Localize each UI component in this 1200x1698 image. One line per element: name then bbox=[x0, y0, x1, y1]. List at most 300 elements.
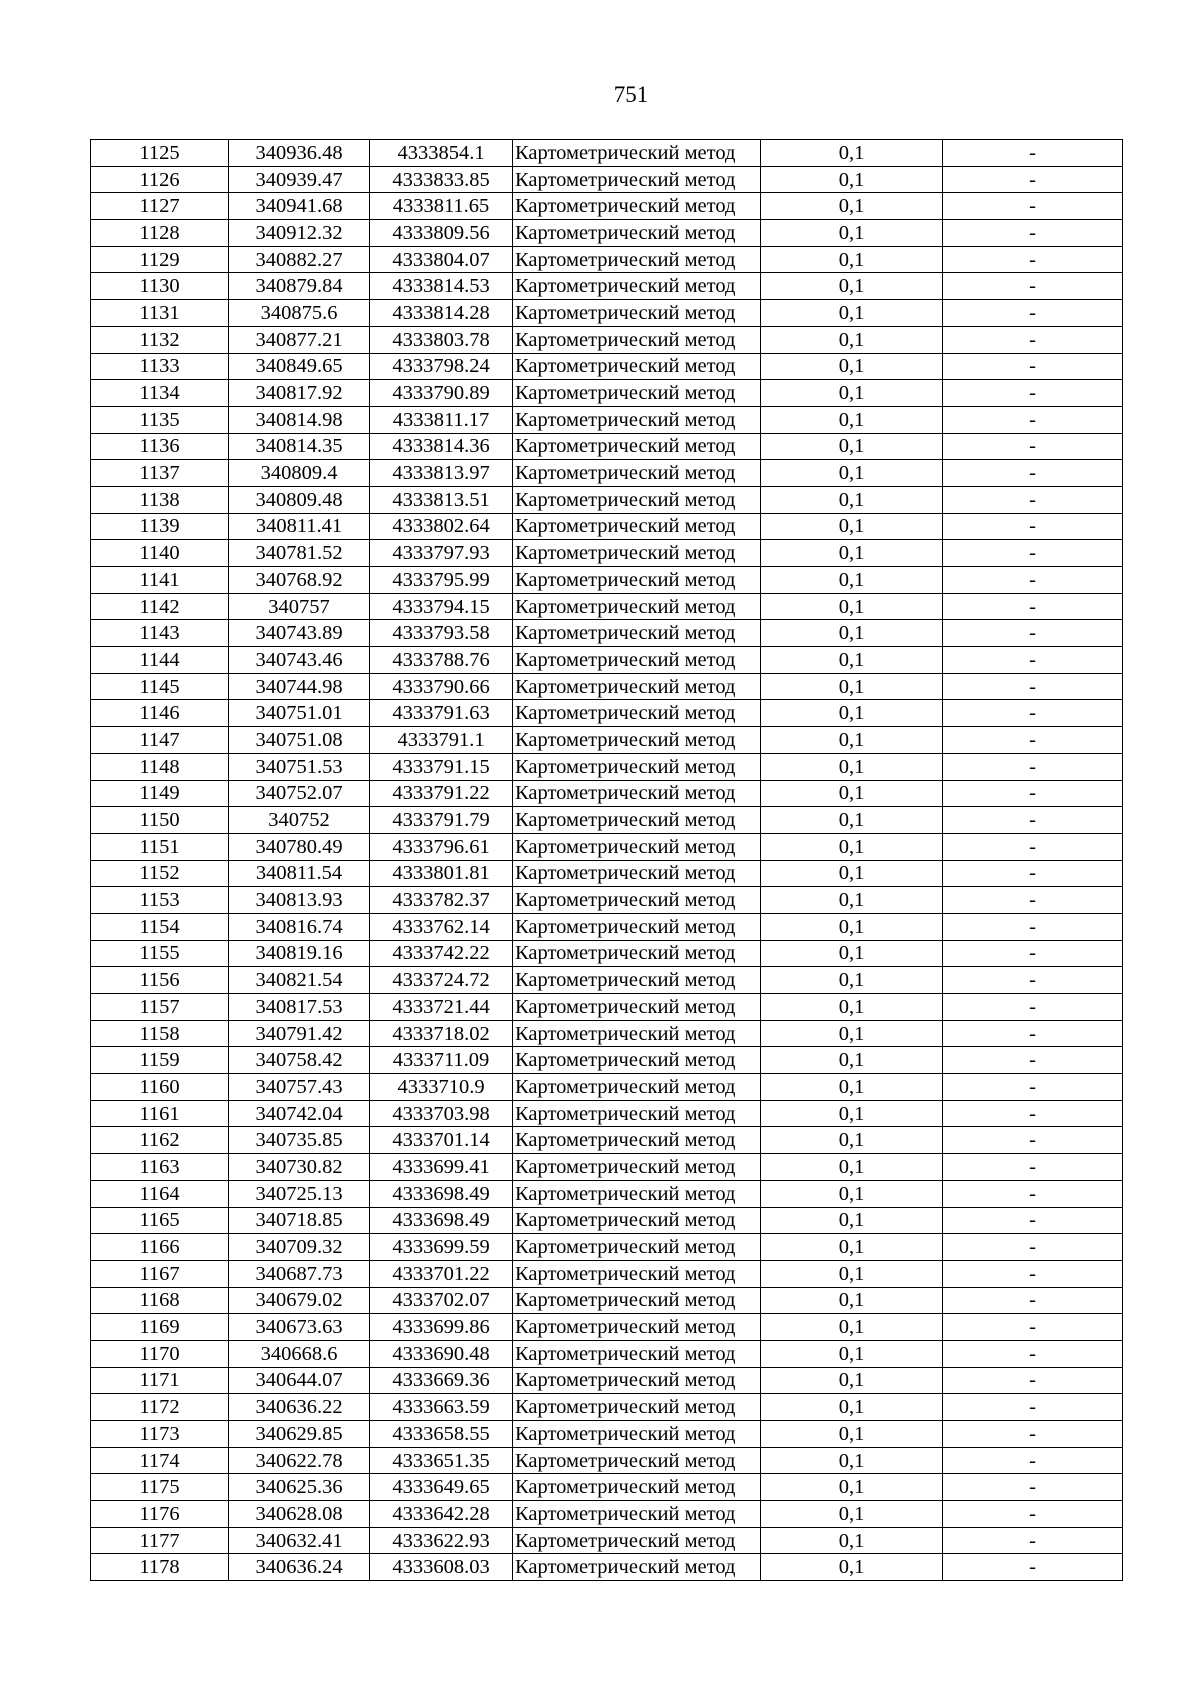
accuracy-cell: 0,1 bbox=[761, 753, 943, 780]
y-coordinate-cell: 4333791.79 bbox=[370, 807, 513, 834]
accuracy-cell: 0,1 bbox=[761, 913, 943, 940]
y-coordinate-cell: 4333796.61 bbox=[370, 833, 513, 860]
method-cell: Картометрический метод bbox=[513, 1074, 761, 1101]
method-cell: Картометрический метод bbox=[513, 1394, 761, 1421]
table-row bbox=[91, 1127, 1123, 1154]
method-cell: Картометрический метод bbox=[513, 1314, 761, 1341]
point-number-cell: 1166 bbox=[91, 1234, 229, 1261]
method-cell: Картометрический метод bbox=[513, 1367, 761, 1394]
y-coordinate-cell: 4333797.93 bbox=[370, 540, 513, 567]
note-cell: - bbox=[943, 1447, 1123, 1474]
point-number-cell: 1172 bbox=[91, 1394, 229, 1421]
point-number-cell: 1133 bbox=[91, 353, 229, 380]
accuracy-cell: 0,1 bbox=[761, 1421, 943, 1448]
x-coordinate-cell: 340811.41 bbox=[229, 513, 370, 540]
y-coordinate-cell: 4333791.15 bbox=[370, 753, 513, 780]
table-row bbox=[91, 1501, 1123, 1528]
accuracy-cell: 0,1 bbox=[761, 994, 943, 1021]
table-row bbox=[91, 1394, 1123, 1421]
table-row bbox=[91, 1154, 1123, 1181]
note-cell: - bbox=[943, 1421, 1123, 1448]
y-coordinate-cell: 4333811.65 bbox=[370, 193, 513, 220]
table-row bbox=[91, 1367, 1123, 1394]
method-cell: Картометрический метод bbox=[513, 486, 761, 513]
note-cell: - bbox=[943, 220, 1123, 247]
x-coordinate-cell: 340751.01 bbox=[229, 700, 370, 727]
method-cell: Картометрический метод bbox=[513, 140, 761, 167]
point-number-cell: 1135 bbox=[91, 406, 229, 433]
x-coordinate-cell: 340791.42 bbox=[229, 1020, 370, 1047]
table-row bbox=[91, 540, 1123, 567]
note-cell: - bbox=[943, 700, 1123, 727]
accuracy-cell: 0,1 bbox=[761, 780, 943, 807]
y-coordinate-cell: 4333782.37 bbox=[370, 887, 513, 914]
x-coordinate-cell: 340882.27 bbox=[229, 246, 370, 273]
accuracy-cell: 0,1 bbox=[761, 700, 943, 727]
x-coordinate-cell: 340821.54 bbox=[229, 967, 370, 994]
method-cell: Картометрический метод bbox=[513, 460, 761, 487]
note-cell: - bbox=[943, 1260, 1123, 1287]
x-coordinate-cell: 340679.02 bbox=[229, 1287, 370, 1314]
note-cell: - bbox=[943, 807, 1123, 834]
y-coordinate-cell: 4333724.72 bbox=[370, 967, 513, 994]
note-cell: - bbox=[943, 166, 1123, 193]
point-number-cell: 1128 bbox=[91, 220, 229, 247]
note-cell: - bbox=[943, 460, 1123, 487]
point-number-cell: 1153 bbox=[91, 887, 229, 914]
method-cell: Картометрический метод bbox=[513, 593, 761, 620]
point-number-cell: 1167 bbox=[91, 1260, 229, 1287]
point-number-cell: 1178 bbox=[91, 1554, 229, 1581]
accuracy-cell: 0,1 bbox=[761, 887, 943, 914]
point-number-cell: 1175 bbox=[91, 1474, 229, 1501]
accuracy-cell: 0,1 bbox=[761, 220, 943, 247]
point-number-cell: 1132 bbox=[91, 326, 229, 353]
table-row bbox=[91, 220, 1123, 247]
table-row bbox=[91, 940, 1123, 967]
method-cell: Картометрический метод bbox=[513, 1474, 761, 1501]
accuracy-cell: 0,1 bbox=[761, 1447, 943, 1474]
table-row bbox=[91, 1554, 1123, 1581]
point-number-cell: 1160 bbox=[91, 1074, 229, 1101]
x-coordinate-cell: 340632.41 bbox=[229, 1527, 370, 1554]
point-number-cell: 1165 bbox=[91, 1207, 229, 1234]
accuracy-cell: 0,1 bbox=[761, 1154, 943, 1181]
method-cell: Картометрический метод bbox=[513, 433, 761, 460]
table-row bbox=[91, 140, 1123, 167]
x-coordinate-cell: 340757.43 bbox=[229, 1074, 370, 1101]
note-cell: - bbox=[943, 1474, 1123, 1501]
table-row bbox=[91, 1260, 1123, 1287]
method-cell: Картометрический метод bbox=[513, 1234, 761, 1261]
point-number-cell: 1149 bbox=[91, 780, 229, 807]
method-cell: Картометрический метод bbox=[513, 1180, 761, 1207]
accuracy-cell: 0,1 bbox=[761, 1474, 943, 1501]
table-row bbox=[91, 647, 1123, 674]
table-row bbox=[91, 1314, 1123, 1341]
x-coordinate-cell: 340912.32 bbox=[229, 220, 370, 247]
x-coordinate-cell: 340751.08 bbox=[229, 727, 370, 754]
point-number-cell: 1130 bbox=[91, 273, 229, 300]
table-row bbox=[91, 620, 1123, 647]
accuracy-cell: 0,1 bbox=[761, 620, 943, 647]
coordinates-table bbox=[90, 139, 1123, 1581]
accuracy-cell: 0,1 bbox=[761, 1394, 943, 1421]
table-row bbox=[91, 1234, 1123, 1261]
table-row bbox=[91, 1020, 1123, 1047]
x-coordinate-cell: 340780.49 bbox=[229, 833, 370, 860]
note-cell: - bbox=[943, 593, 1123, 620]
point-number-cell: 1170 bbox=[91, 1340, 229, 1367]
x-coordinate-cell: 340814.35 bbox=[229, 433, 370, 460]
point-number-cell: 1144 bbox=[91, 647, 229, 674]
accuracy-cell: 0,1 bbox=[761, 1260, 943, 1287]
note-cell: - bbox=[943, 1207, 1123, 1234]
x-coordinate-cell: 340817.92 bbox=[229, 380, 370, 407]
y-coordinate-cell: 4333833.85 bbox=[370, 166, 513, 193]
note-cell: - bbox=[943, 967, 1123, 994]
accuracy-cell: 0,1 bbox=[761, 1074, 943, 1101]
accuracy-cell: 0,1 bbox=[761, 140, 943, 167]
y-coordinate-cell: 4333814.36 bbox=[370, 433, 513, 460]
accuracy-cell: 0,1 bbox=[761, 353, 943, 380]
method-cell: Картометрический метод bbox=[513, 1207, 761, 1234]
x-coordinate-cell: 340743.89 bbox=[229, 620, 370, 647]
accuracy-cell: 0,1 bbox=[761, 326, 943, 353]
x-coordinate-cell: 340673.63 bbox=[229, 1314, 370, 1341]
y-coordinate-cell: 4333762.14 bbox=[370, 913, 513, 940]
accuracy-cell: 0,1 bbox=[761, 513, 943, 540]
table-row bbox=[91, 1207, 1123, 1234]
method-cell: Картометрический метод bbox=[513, 1127, 761, 1154]
method-cell: Картометрический метод bbox=[513, 1340, 761, 1367]
note-cell: - bbox=[943, 433, 1123, 460]
note-cell: - bbox=[943, 727, 1123, 754]
x-coordinate-cell: 340941.68 bbox=[229, 193, 370, 220]
method-cell: Картометрический метод bbox=[513, 1287, 761, 1314]
x-coordinate-cell: 340718.85 bbox=[229, 1207, 370, 1234]
y-coordinate-cell: 4333804.07 bbox=[370, 246, 513, 273]
point-number-cell: 1147 bbox=[91, 727, 229, 754]
note-cell: - bbox=[943, 513, 1123, 540]
table-row bbox=[91, 700, 1123, 727]
x-coordinate-cell: 340811.54 bbox=[229, 860, 370, 887]
x-coordinate-cell: 340816.74 bbox=[229, 913, 370, 940]
table-row bbox=[91, 193, 1123, 220]
note-cell: - bbox=[943, 353, 1123, 380]
y-coordinate-cell: 4333854.1 bbox=[370, 140, 513, 167]
accuracy-cell: 0,1 bbox=[761, 1314, 943, 1341]
accuracy-cell: 0,1 bbox=[761, 273, 943, 300]
point-number-cell: 1143 bbox=[91, 620, 229, 647]
method-cell: Картометрический метод bbox=[513, 246, 761, 273]
point-number-cell: 1127 bbox=[91, 193, 229, 220]
y-coordinate-cell: 4333742.22 bbox=[370, 940, 513, 967]
table-row bbox=[91, 780, 1123, 807]
accuracy-cell: 0,1 bbox=[761, 833, 943, 860]
accuracy-cell: 0,1 bbox=[761, 1127, 943, 1154]
accuracy-cell: 0,1 bbox=[761, 1287, 943, 1314]
accuracy-cell: 0,1 bbox=[761, 380, 943, 407]
note-cell: - bbox=[943, 486, 1123, 513]
y-coordinate-cell: 4333791.1 bbox=[370, 727, 513, 754]
accuracy-cell: 0,1 bbox=[761, 647, 943, 674]
y-coordinate-cell: 4333718.02 bbox=[370, 1020, 513, 1047]
note-cell: - bbox=[943, 273, 1123, 300]
point-number-cell: 1174 bbox=[91, 1447, 229, 1474]
note-cell: - bbox=[943, 673, 1123, 700]
point-number-cell: 1142 bbox=[91, 593, 229, 620]
note-cell: - bbox=[943, 246, 1123, 273]
x-coordinate-cell: 340849.65 bbox=[229, 353, 370, 380]
y-coordinate-cell: 4333802.64 bbox=[370, 513, 513, 540]
note-cell: - bbox=[943, 567, 1123, 594]
table-row bbox=[91, 994, 1123, 1021]
y-coordinate-cell: 4333788.76 bbox=[370, 647, 513, 674]
y-coordinate-cell: 4333801.81 bbox=[370, 860, 513, 887]
x-coordinate-cell: 340877.21 bbox=[229, 326, 370, 353]
x-coordinate-cell: 340668.6 bbox=[229, 1340, 370, 1367]
note-cell: - bbox=[943, 1154, 1123, 1181]
y-coordinate-cell: 4333702.07 bbox=[370, 1287, 513, 1314]
method-cell: Картометрический метод bbox=[513, 1260, 761, 1287]
method-cell: Картометрический метод bbox=[513, 1047, 761, 1074]
point-number-cell: 1140 bbox=[91, 540, 229, 567]
y-coordinate-cell: 4333690.48 bbox=[370, 1340, 513, 1367]
y-coordinate-cell: 4333649.65 bbox=[370, 1474, 513, 1501]
accuracy-cell: 0,1 bbox=[761, 807, 943, 834]
x-coordinate-cell: 340751.53 bbox=[229, 753, 370, 780]
table-row bbox=[91, 753, 1123, 780]
table-row bbox=[91, 1180, 1123, 1207]
y-coordinate-cell: 4333809.56 bbox=[370, 220, 513, 247]
table-row bbox=[91, 380, 1123, 407]
method-cell: Картометрический метод bbox=[513, 753, 761, 780]
method-cell: Картометрический метод bbox=[513, 353, 761, 380]
method-cell: Картометрический метод bbox=[513, 647, 761, 674]
x-coordinate-cell: 340644.07 bbox=[229, 1367, 370, 1394]
x-coordinate-cell: 340817.53 bbox=[229, 994, 370, 1021]
note-cell: - bbox=[943, 326, 1123, 353]
point-number-cell: 1152 bbox=[91, 860, 229, 887]
accuracy-cell: 0,1 bbox=[761, 967, 943, 994]
y-coordinate-cell: 4333699.86 bbox=[370, 1314, 513, 1341]
point-number-cell: 1136 bbox=[91, 433, 229, 460]
table-row bbox=[91, 460, 1123, 487]
note-cell: - bbox=[943, 1047, 1123, 1074]
method-cell: Картометрический метод bbox=[513, 1554, 761, 1581]
accuracy-cell: 0,1 bbox=[761, 940, 943, 967]
method-cell: Картометрический метод bbox=[513, 780, 761, 807]
accuracy-cell: 0,1 bbox=[761, 1501, 943, 1528]
method-cell: Картометрический метод bbox=[513, 326, 761, 353]
method-cell: Картометрический метод bbox=[513, 1527, 761, 1554]
x-coordinate-cell: 340752.07 bbox=[229, 780, 370, 807]
y-coordinate-cell: 4333642.28 bbox=[370, 1501, 513, 1528]
y-coordinate-cell: 4333699.41 bbox=[370, 1154, 513, 1181]
note-cell: - bbox=[943, 1020, 1123, 1047]
table-row bbox=[91, 300, 1123, 327]
table-row bbox=[91, 860, 1123, 887]
accuracy-cell: 0,1 bbox=[761, 1554, 943, 1581]
table-row bbox=[91, 887, 1123, 914]
x-coordinate-cell: 340781.52 bbox=[229, 540, 370, 567]
y-coordinate-cell: 4333698.49 bbox=[370, 1180, 513, 1207]
y-coordinate-cell: 4333813.97 bbox=[370, 460, 513, 487]
accuracy-cell: 0,1 bbox=[761, 1100, 943, 1127]
point-number-cell: 1158 bbox=[91, 1020, 229, 1047]
point-number-cell: 1126 bbox=[91, 166, 229, 193]
coordinates-table-body bbox=[91, 140, 1123, 1581]
table-row bbox=[91, 486, 1123, 513]
accuracy-cell: 0,1 bbox=[761, 673, 943, 700]
point-number-cell: 1125 bbox=[91, 140, 229, 167]
accuracy-cell: 0,1 bbox=[761, 1207, 943, 1234]
x-coordinate-cell: 340709.32 bbox=[229, 1234, 370, 1261]
method-cell: Картометрический метод bbox=[513, 807, 761, 834]
point-number-cell: 1176 bbox=[91, 1501, 229, 1528]
accuracy-cell: 0,1 bbox=[761, 1180, 943, 1207]
table-row bbox=[91, 727, 1123, 754]
y-coordinate-cell: 4333721.44 bbox=[370, 994, 513, 1021]
method-cell: Картометрический метод bbox=[513, 406, 761, 433]
y-coordinate-cell: 4333811.17 bbox=[370, 406, 513, 433]
accuracy-cell: 0,1 bbox=[761, 193, 943, 220]
accuracy-cell: 0,1 bbox=[761, 300, 943, 327]
x-coordinate-cell: 340875.6 bbox=[229, 300, 370, 327]
x-coordinate-cell: 340743.46 bbox=[229, 647, 370, 674]
table-row bbox=[91, 967, 1123, 994]
point-number-cell: 1159 bbox=[91, 1047, 229, 1074]
x-coordinate-cell: 340752 bbox=[229, 807, 370, 834]
x-coordinate-cell: 340622.78 bbox=[229, 1447, 370, 1474]
method-cell: Картометрический метод bbox=[513, 220, 761, 247]
y-coordinate-cell: 4333803.78 bbox=[370, 326, 513, 353]
y-coordinate-cell: 4333791.63 bbox=[370, 700, 513, 727]
point-number-cell: 1146 bbox=[91, 700, 229, 727]
point-number-cell: 1137 bbox=[91, 460, 229, 487]
point-number-cell: 1177 bbox=[91, 1527, 229, 1554]
method-cell: Картометрический метод bbox=[513, 620, 761, 647]
note-cell: - bbox=[943, 1074, 1123, 1101]
note-cell: - bbox=[943, 860, 1123, 887]
method-cell: Картометрический метод bbox=[513, 1447, 761, 1474]
note-cell: - bbox=[943, 1180, 1123, 1207]
y-coordinate-cell: 4333658.55 bbox=[370, 1421, 513, 1448]
point-number-cell: 1161 bbox=[91, 1100, 229, 1127]
note-cell: - bbox=[943, 193, 1123, 220]
point-number-cell: 1163 bbox=[91, 1154, 229, 1181]
y-coordinate-cell: 4333798.24 bbox=[370, 353, 513, 380]
table-row bbox=[91, 433, 1123, 460]
note-cell: - bbox=[943, 1340, 1123, 1367]
accuracy-cell: 0,1 bbox=[761, 1047, 943, 1074]
accuracy-cell: 0,1 bbox=[761, 567, 943, 594]
method-cell: Картометрический метод bbox=[513, 380, 761, 407]
table-row bbox=[91, 913, 1123, 940]
table-row bbox=[91, 673, 1123, 700]
accuracy-cell: 0,1 bbox=[761, 246, 943, 273]
accuracy-cell: 0,1 bbox=[761, 166, 943, 193]
note-cell: - bbox=[943, 753, 1123, 780]
note-cell: - bbox=[943, 140, 1123, 167]
y-coordinate-cell: 4333793.58 bbox=[370, 620, 513, 647]
point-number-cell: 1150 bbox=[91, 807, 229, 834]
y-coordinate-cell: 4333790.89 bbox=[370, 380, 513, 407]
y-coordinate-cell: 4333699.59 bbox=[370, 1234, 513, 1261]
y-coordinate-cell: 4333790.66 bbox=[370, 673, 513, 700]
point-number-cell: 1141 bbox=[91, 567, 229, 594]
x-coordinate-cell: 340809.4 bbox=[229, 460, 370, 487]
method-cell: Картометрический метод bbox=[513, 833, 761, 860]
method-cell: Картометрический метод bbox=[513, 1154, 761, 1181]
method-cell: Картометрический метод bbox=[513, 887, 761, 914]
note-cell: - bbox=[943, 1554, 1123, 1581]
accuracy-cell: 0,1 bbox=[761, 540, 943, 567]
page-number: 751 bbox=[613, 82, 649, 107]
note-cell: - bbox=[943, 1367, 1123, 1394]
x-coordinate-cell: 340735.85 bbox=[229, 1127, 370, 1154]
point-number-cell: 1148 bbox=[91, 753, 229, 780]
method-cell: Картометрический метод bbox=[513, 1501, 761, 1528]
note-cell: - bbox=[943, 1314, 1123, 1341]
y-coordinate-cell: 4333669.36 bbox=[370, 1367, 513, 1394]
note-cell: - bbox=[943, 833, 1123, 860]
note-cell: - bbox=[943, 1394, 1123, 1421]
method-cell: Картометрический метод bbox=[513, 860, 761, 887]
point-number-cell: 1134 bbox=[91, 380, 229, 407]
y-coordinate-cell: 4333814.53 bbox=[370, 273, 513, 300]
method-cell: Картометрический метод bbox=[513, 1100, 761, 1127]
accuracy-cell: 0,1 bbox=[761, 460, 943, 487]
method-cell: Картометрический метод bbox=[513, 1421, 761, 1448]
point-number-cell: 1162 bbox=[91, 1127, 229, 1154]
table-row bbox=[91, 1474, 1123, 1501]
table-row bbox=[91, 273, 1123, 300]
method-cell: Картометрический метод bbox=[513, 673, 761, 700]
y-coordinate-cell: 4333794.15 bbox=[370, 593, 513, 620]
table-row bbox=[91, 513, 1123, 540]
point-number-cell: 1157 bbox=[91, 994, 229, 1021]
x-coordinate-cell: 340625.36 bbox=[229, 1474, 370, 1501]
note-cell: - bbox=[943, 913, 1123, 940]
point-number-cell: 1173 bbox=[91, 1421, 229, 1448]
x-coordinate-cell: 340813.93 bbox=[229, 887, 370, 914]
table-row bbox=[91, 1447, 1123, 1474]
note-cell: - bbox=[943, 1100, 1123, 1127]
point-number-cell: 1155 bbox=[91, 940, 229, 967]
y-coordinate-cell: 4333651.35 bbox=[370, 1447, 513, 1474]
accuracy-cell: 0,1 bbox=[761, 1340, 943, 1367]
method-cell: Картометрический метод bbox=[513, 967, 761, 994]
y-coordinate-cell: 4333711.09 bbox=[370, 1047, 513, 1074]
note-cell: - bbox=[943, 780, 1123, 807]
table-row bbox=[91, 246, 1123, 273]
x-coordinate-cell: 340628.08 bbox=[229, 1501, 370, 1528]
method-cell: Картометрический метод bbox=[513, 727, 761, 754]
note-cell: - bbox=[943, 1287, 1123, 1314]
table-row bbox=[91, 326, 1123, 353]
note-cell: - bbox=[943, 887, 1123, 914]
table-row bbox=[91, 567, 1123, 594]
table-row bbox=[91, 353, 1123, 380]
y-coordinate-cell: 4333608.03 bbox=[370, 1554, 513, 1581]
point-number-cell: 1131 bbox=[91, 300, 229, 327]
point-number-cell: 1151 bbox=[91, 833, 229, 860]
accuracy-cell: 0,1 bbox=[761, 406, 943, 433]
x-coordinate-cell: 340629.85 bbox=[229, 1421, 370, 1448]
point-number-cell: 1154 bbox=[91, 913, 229, 940]
